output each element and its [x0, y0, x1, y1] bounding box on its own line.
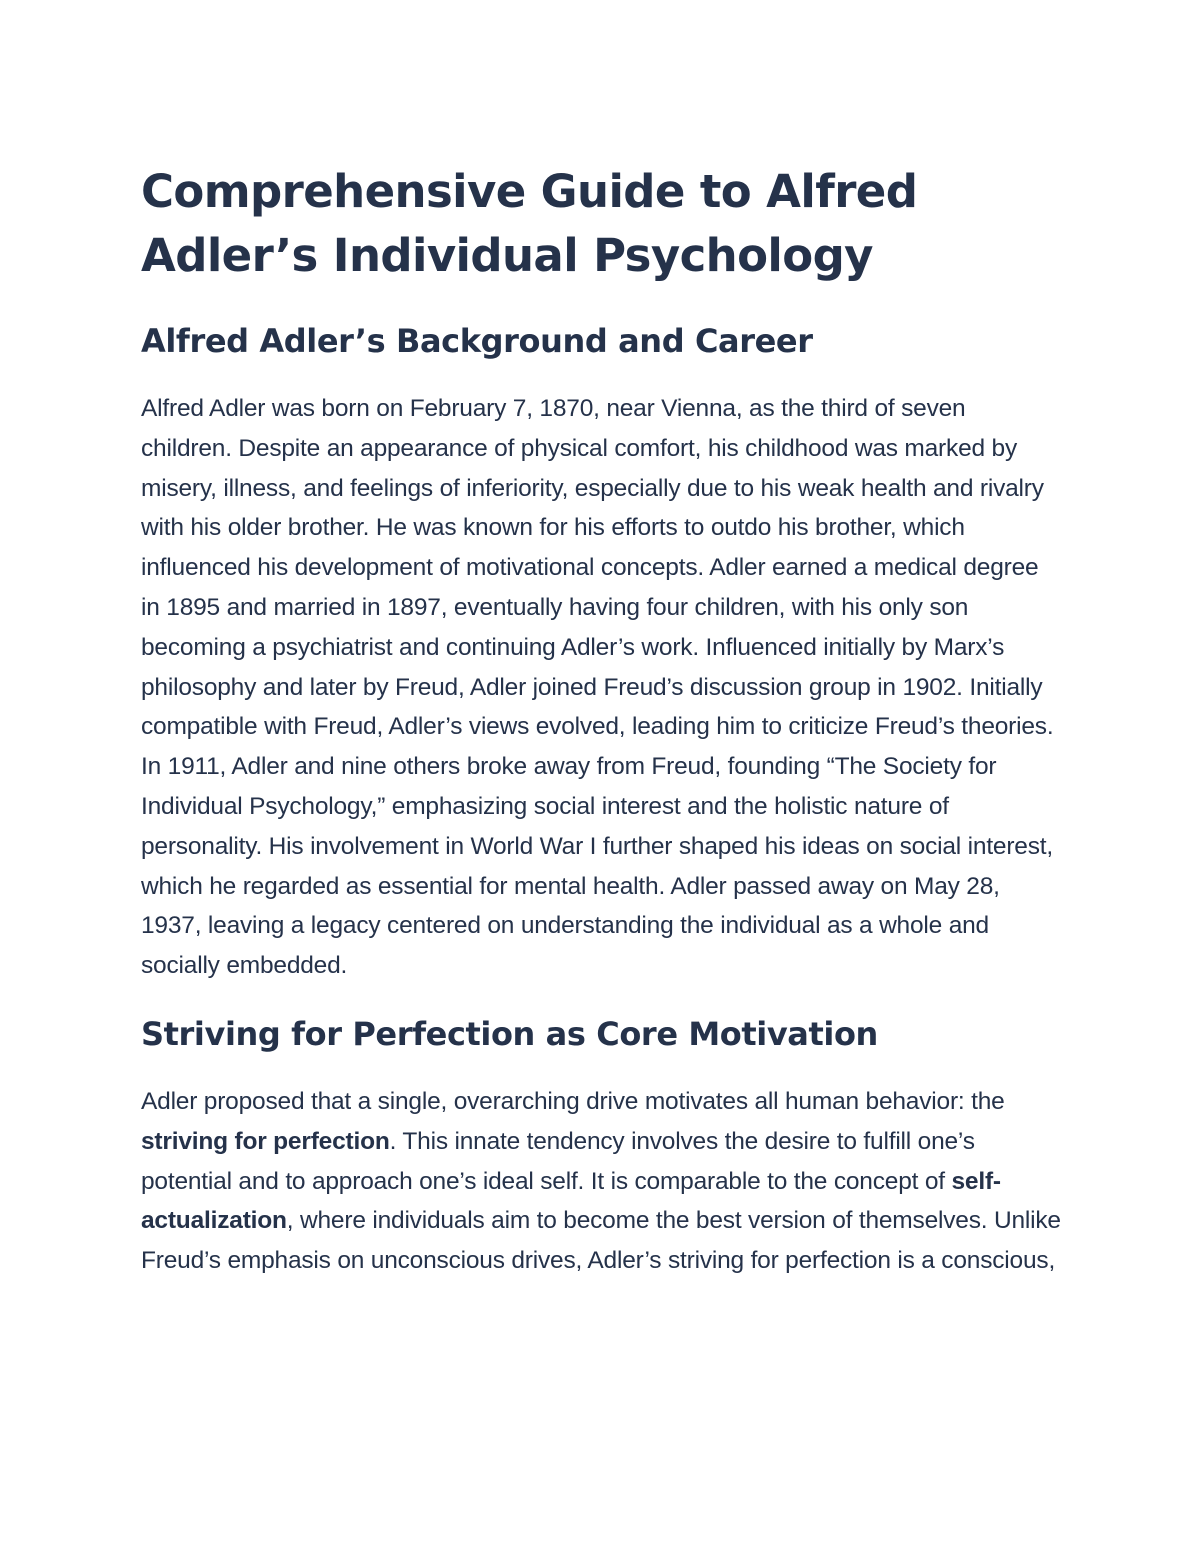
term-striving-for-perfection: striving for perfection — [141, 1127, 390, 1155]
document-page — [141, 160, 1061, 1281]
paragraph-text: . This innate tendency involves the desire to fulfill one’s potential and to approach one’s ideal self. It is comparable to the concept of — [141, 1127, 975, 1195]
paragraph-text: Adler proposed that a single, overarching drive motivates all human behavior: the — [141, 1087, 1005, 1115]
term-self-actualization: self-actualization — [141, 1167, 1001, 1235]
section-paragraph-background: Alfred Adler was born on February 7, 1870, near Vienna, as the third of seven children. Despite an appearance of physical comfort, his childhood was marked by misery, illness, and feelings of inferiority, especially due to his weak health and rivalry with his older brother. He was known for his efforts to outdo his brother, which influenced his development of motivational concepts. Adler earned a medical degree in 1895 and married in 1897, eventually having four children, with his only son becoming a psychiatrist and continuing Adler’s work. Influenced initially by Marx’s philosophy and later by Freud, Adler joined Freud’s discussion group in 1902. Initially compatible with Freud, Adler’s views evolved, leading him to criticize Freud’s theories. In 1911, Adler and nine others broke away from Freud, founding “The Society for Individual Psychology,” emphasizing social interest and the holistic nature of personality. His involvement in World War I further shaped his ideas on social interest, which he regarded as essential for mental health. Adler passed away on May 28, 1937, leaving a legacy centered on understanding the individual as a whole and socially embedded. — [141, 395, 1054, 980]
section-heading-striving: Striving for Perfection as Core Motivation — [141, 1014, 878, 1053]
section-paragraph-striving — [141, 1082, 1061, 1281]
document-title: Comprehensive Guide to Alfred Adler’s Individual Psychology — [141, 165, 918, 282]
paragraph-text: , where individuals aim to become the best version of themselves. Unlike Freud’s emphasis on unconscious drives, Adler’s striving for perfection is a conscious, — [141, 1207, 1061, 1275]
section-heading-background: Alfred Adler’s Background and Career — [141, 322, 813, 360]
